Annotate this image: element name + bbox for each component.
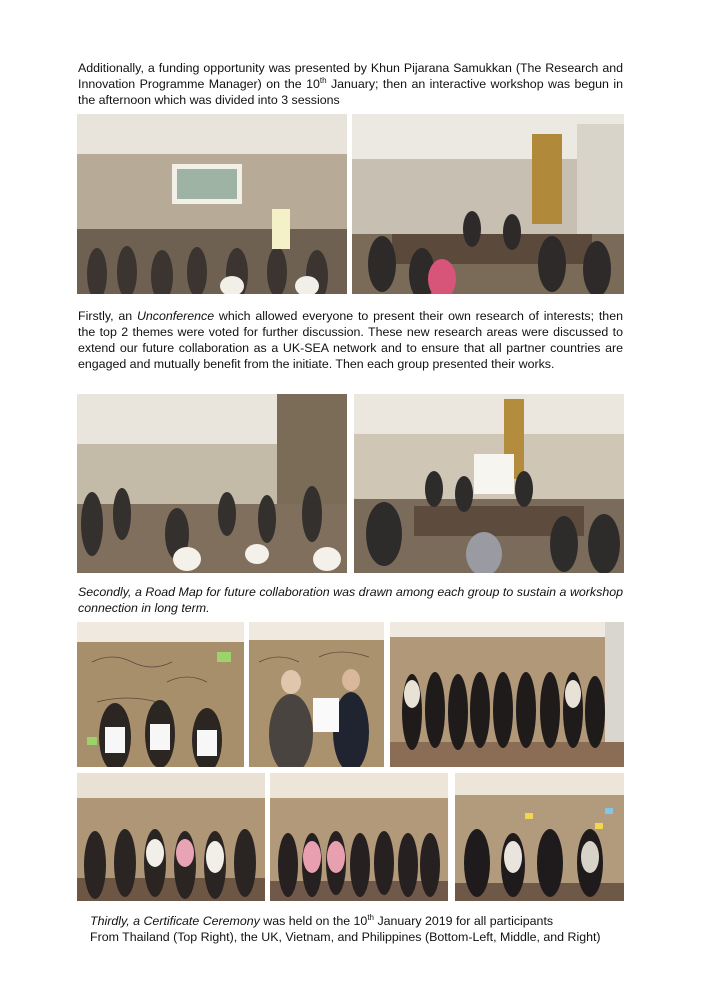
paragraph-unconference: [78, 308, 623, 372]
photo-group-work: [77, 394, 347, 573]
emphasis-unconference: Unconference: [136, 309, 215, 323]
paragraph-text: Firstly, an: [78, 309, 137, 323]
photo-certificate-handover: [249, 622, 384, 767]
photo-seminar-table: [352, 114, 624, 294]
paragraph-text: January; then an interactive workshop was begun in the afternoon which was divided into 3 sessions: [78, 77, 623, 107]
photo-philippines-group: [455, 773, 624, 901]
caption-text: January 2019 for all participants: [374, 914, 554, 928]
paragraph-road-map: [78, 584, 623, 616]
paragraph-funding: [78, 60, 623, 108]
caption-certificate-ceremony: [90, 913, 630, 945]
photo-thailand-group: [390, 622, 624, 767]
paragraph-text: Additionally, a funding opportunity was presented by Khun Pijarana Samukkan (The Research and Innovation Programme Manager) on the 10: [78, 61, 623, 91]
superscript: th: [367, 912, 374, 922]
photo-uk-group: [77, 773, 265, 901]
photo-workshop-room: [77, 114, 347, 294]
paragraph-text: which allowed everyone to present their own research of interests; then the top 2 themes were voted for further discussion. These new research areas were discussed to extend our future collaboration as a UK-SEA network and to ensure that all partner countries are engaged and mutually benefit from the initiate. Then each group presented their works.: [78, 309, 623, 371]
photo-vietnam-group: [270, 773, 448, 901]
caption-text: From Thailand (Top Right), the UK, Vietnam, and Philippines (Bottom-Left, Middle, and Right): [90, 930, 601, 944]
emphasis-certificate: Thirdly, a Certificate Ceremony: [90, 914, 260, 928]
photo-table-discussion: [354, 394, 624, 573]
photo-certificate-group: [77, 622, 244, 767]
superscript: th: [319, 75, 327, 85]
caption-text: was held on the 10: [259, 914, 368, 928]
paragraph-text: Secondly, a Road Map for future collaboration was drawn among each group to sustain a workshop connection in long term.: [78, 585, 623, 615]
